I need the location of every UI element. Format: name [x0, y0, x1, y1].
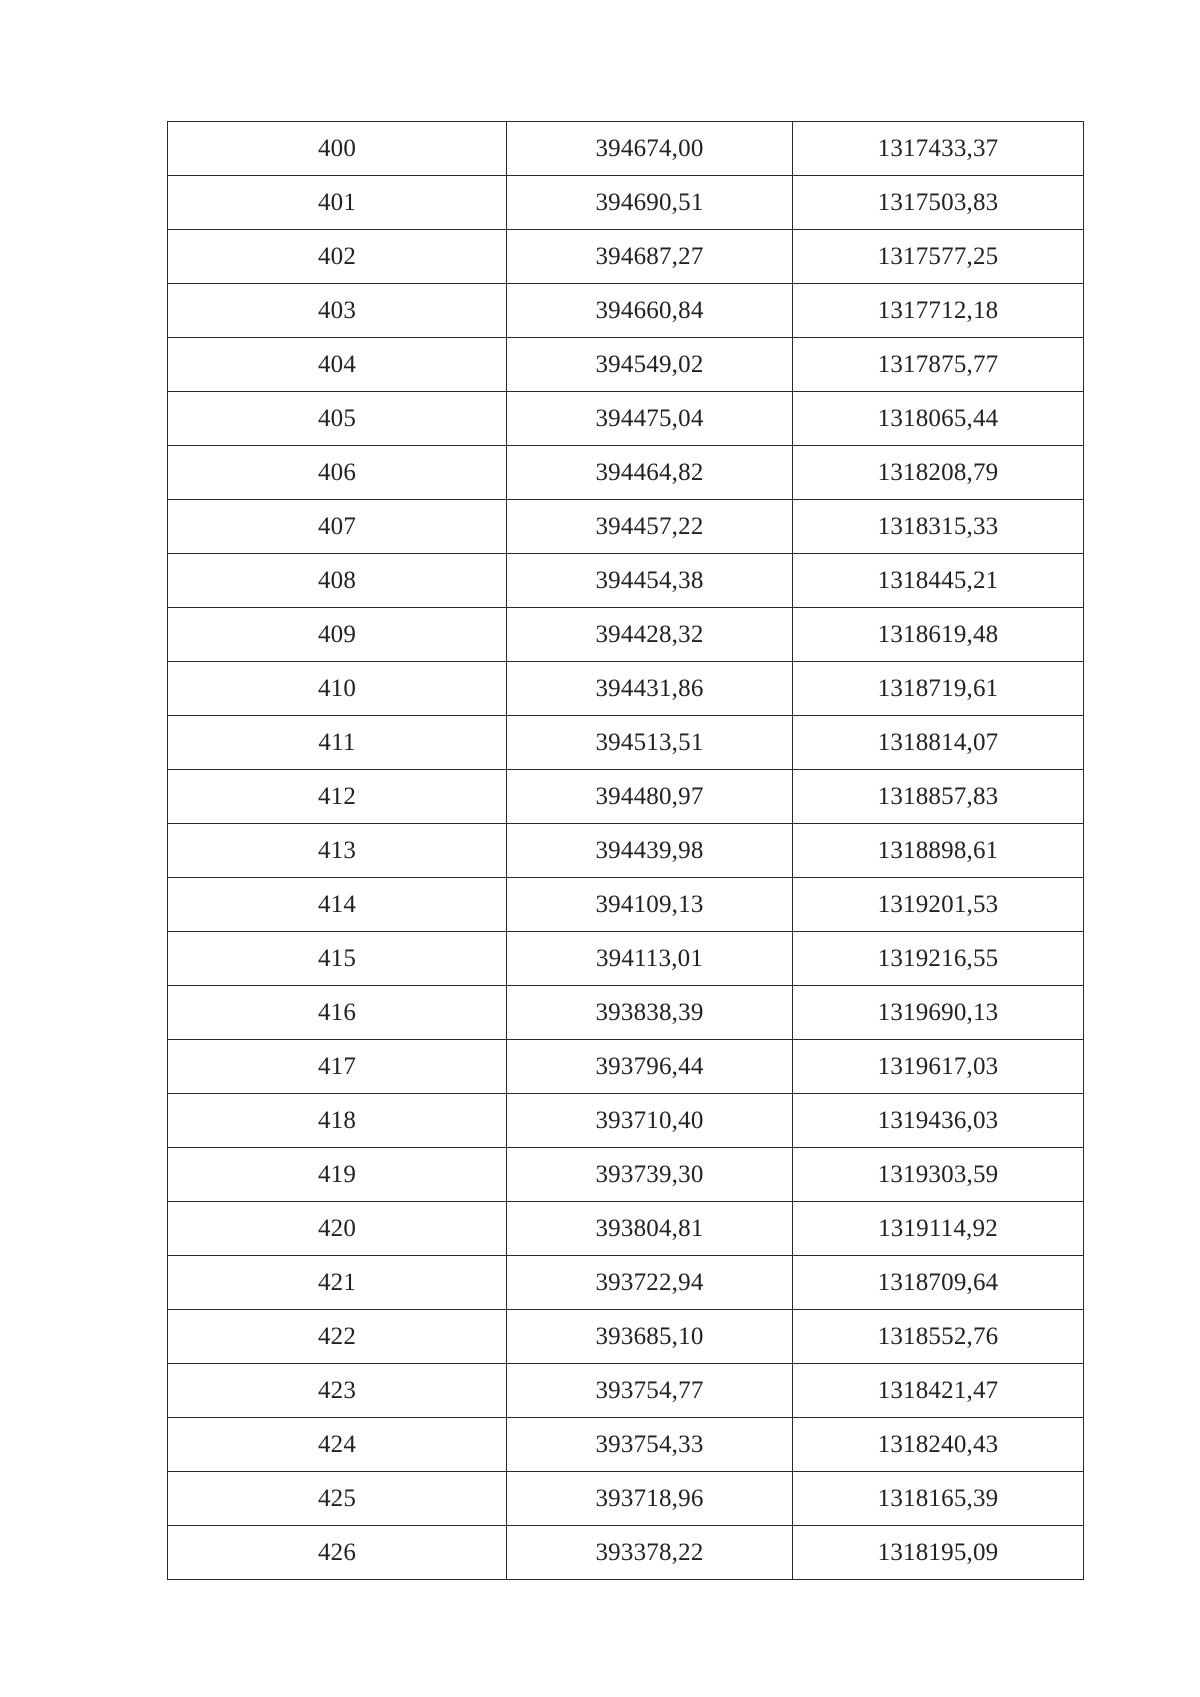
y-coordinate-cell: 1318208,79 [793, 446, 1084, 500]
table-row [168, 986, 1084, 1040]
point-number-cell: 402 [168, 230, 507, 284]
point-number-cell: 403 [168, 284, 507, 338]
x-coordinate-cell: 394428,32 [507, 608, 793, 662]
y-coordinate-cell: 1318552,76 [793, 1310, 1084, 1364]
table-row [168, 122, 1084, 176]
x-coordinate-cell: 393710,40 [507, 1094, 793, 1148]
point-number-cell: 416 [168, 986, 507, 1040]
point-number-cell: 423 [168, 1364, 507, 1418]
x-coordinate-cell: 394549,02 [507, 338, 793, 392]
x-coordinate-cell: 394464,82 [507, 446, 793, 500]
y-coordinate-cell: 1317712,18 [793, 284, 1084, 338]
table-row [168, 554, 1084, 608]
coordinates-table [167, 121, 1084, 1580]
table-row [168, 716, 1084, 770]
x-coordinate-cell: 394109,13 [507, 878, 793, 932]
x-coordinate-cell: 394457,22 [507, 500, 793, 554]
y-coordinate-cell: 1318898,61 [793, 824, 1084, 878]
y-coordinate-cell: 1318619,48 [793, 608, 1084, 662]
x-coordinate-cell: 394454,38 [507, 554, 793, 608]
table-row [168, 500, 1084, 554]
x-coordinate-cell: 393838,39 [507, 986, 793, 1040]
y-coordinate-cell: 1317577,25 [793, 230, 1084, 284]
y-coordinate-cell: 1318814,07 [793, 716, 1084, 770]
point-number-cell: 413 [168, 824, 507, 878]
x-coordinate-cell: 393722,94 [507, 1256, 793, 1310]
x-coordinate-cell: 394113,01 [507, 932, 793, 986]
table-row [168, 284, 1084, 338]
x-coordinate-cell: 393378,22 [507, 1526, 793, 1580]
y-coordinate-cell: 1318315,33 [793, 500, 1084, 554]
y-coordinate-cell: 1318857,83 [793, 770, 1084, 824]
point-number-cell: 420 [168, 1202, 507, 1256]
table-row [168, 932, 1084, 986]
table-row [168, 1094, 1084, 1148]
point-number-cell: 424 [168, 1418, 507, 1472]
x-coordinate-cell: 394513,51 [507, 716, 793, 770]
point-number-cell: 400 [168, 122, 507, 176]
table-row [168, 1148, 1084, 1202]
table-row [168, 392, 1084, 446]
point-number-cell: 409 [168, 608, 507, 662]
point-number-cell: 421 [168, 1256, 507, 1310]
x-coordinate-cell: 394431,86 [507, 662, 793, 716]
y-coordinate-cell: 1319436,03 [793, 1094, 1084, 1148]
x-coordinate-cell: 393718,96 [507, 1472, 793, 1526]
point-number-cell: 406 [168, 446, 507, 500]
point-number-cell: 415 [168, 932, 507, 986]
table-row [168, 1202, 1084, 1256]
point-number-cell: 412 [168, 770, 507, 824]
point-number-cell: 407 [168, 500, 507, 554]
table-row [168, 1256, 1084, 1310]
x-coordinate-cell: 394687,27 [507, 230, 793, 284]
x-coordinate-cell: 393796,44 [507, 1040, 793, 1094]
y-coordinate-cell: 1319303,59 [793, 1148, 1084, 1202]
y-coordinate-cell: 1319216,55 [793, 932, 1084, 986]
table-row [168, 176, 1084, 230]
x-coordinate-cell: 393685,10 [507, 1310, 793, 1364]
y-coordinate-cell: 1319201,53 [793, 878, 1084, 932]
y-coordinate-cell: 1317433,37 [793, 122, 1084, 176]
point-number-cell: 405 [168, 392, 507, 446]
point-number-cell: 418 [168, 1094, 507, 1148]
y-coordinate-cell: 1319617,03 [793, 1040, 1084, 1094]
table-row [168, 608, 1084, 662]
y-coordinate-cell: 1317503,83 [793, 176, 1084, 230]
x-coordinate-cell: 393754,77 [507, 1364, 793, 1418]
table-row [168, 824, 1084, 878]
point-number-cell: 408 [168, 554, 507, 608]
table-row [168, 1310, 1084, 1364]
x-coordinate-cell: 393754,33 [507, 1418, 793, 1472]
y-coordinate-cell: 1319690,13 [793, 986, 1084, 1040]
point-number-cell: 422 [168, 1310, 507, 1364]
point-number-cell: 425 [168, 1472, 507, 1526]
x-coordinate-cell: 393739,30 [507, 1148, 793, 1202]
y-coordinate-cell: 1318165,39 [793, 1472, 1084, 1526]
y-coordinate-cell: 1318709,64 [793, 1256, 1084, 1310]
y-coordinate-cell: 1318445,21 [793, 554, 1084, 608]
x-coordinate-cell: 394690,51 [507, 176, 793, 230]
table-row [168, 1418, 1084, 1472]
point-number-cell: 404 [168, 338, 507, 392]
table-row [168, 1526, 1084, 1580]
y-coordinate-cell: 1318240,43 [793, 1418, 1084, 1472]
y-coordinate-cell: 1317875,77 [793, 338, 1084, 392]
point-number-cell: 426 [168, 1526, 507, 1580]
y-coordinate-cell: 1318719,61 [793, 662, 1084, 716]
y-coordinate-cell: 1318195,09 [793, 1526, 1084, 1580]
table-row [168, 230, 1084, 284]
table-row [168, 878, 1084, 932]
y-coordinate-cell: 1318065,44 [793, 392, 1084, 446]
table-row [168, 1364, 1084, 1418]
table-row [168, 338, 1084, 392]
point-number-cell: 410 [168, 662, 507, 716]
point-number-cell: 417 [168, 1040, 507, 1094]
x-coordinate-cell: 394439,98 [507, 824, 793, 878]
y-coordinate-cell: 1319114,92 [793, 1202, 1084, 1256]
table-row [168, 662, 1084, 716]
x-coordinate-cell: 394475,04 [507, 392, 793, 446]
x-coordinate-cell: 394674,00 [507, 122, 793, 176]
table-row [168, 1040, 1084, 1094]
point-number-cell: 411 [168, 716, 507, 770]
x-coordinate-cell: 394660,84 [507, 284, 793, 338]
table-row [168, 770, 1084, 824]
point-number-cell: 414 [168, 878, 507, 932]
table-row [168, 1472, 1084, 1526]
table-row [168, 446, 1084, 500]
x-coordinate-cell: 393804,81 [507, 1202, 793, 1256]
point-number-cell: 401 [168, 176, 507, 230]
coordinates-table-body [168, 122, 1084, 1580]
y-coordinate-cell: 1318421,47 [793, 1364, 1084, 1418]
x-coordinate-cell: 394480,97 [507, 770, 793, 824]
point-number-cell: 419 [168, 1148, 507, 1202]
